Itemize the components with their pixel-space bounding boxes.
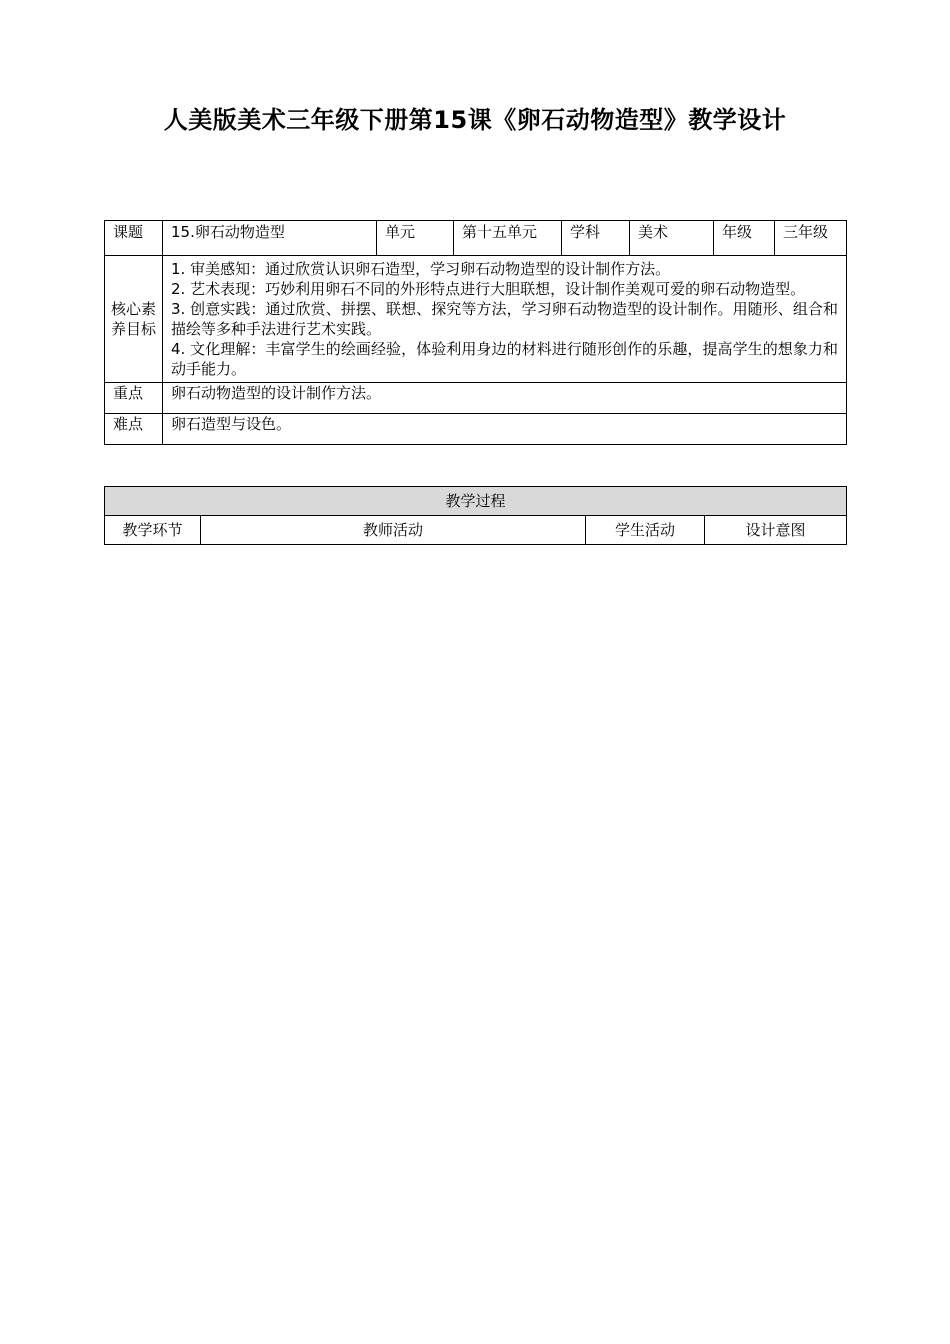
core-goals-content [163,256,847,383]
difficulty-value: 卵石造型与设色。 [163,414,847,445]
table-row [105,256,847,383]
difficulty-label: 难点 [105,414,163,445]
core-goals-label: 核心素养目标 [105,256,163,383]
goal-item: 4. 文化理解：丰富学生的绘画经验，体验利用身边的材料进行随形创作的乐趣，提高学生的想象力和动手能力。 [171,340,838,378]
table-row [105,487,847,516]
subject-value: 美术 [630,221,714,256]
lesson-info-table [104,220,847,445]
grade-label: 年级 [714,221,775,256]
unit-value: 第十五单元 [454,221,562,256]
table-row [105,383,847,414]
teaching-process-title: 教学过程 [105,487,847,516]
grade-value: 三年级 [775,221,847,256]
goal-item: 1. 审美感知：通过欣赏认识卵石造型，学习卵石动物造型的设计制作方法。 [171,260,671,278]
unit-label: 单元 [377,221,454,256]
table-row [105,414,847,445]
key-point-label: 重点 [105,383,163,414]
page-title: 人美版美术三年级下册第15课《卵石动物造型》教学设计 [163,106,787,134]
goal-item: 3. 创意实践：通过欣赏、拼摆、联想、探究等方法，学习卵石动物造型的设计制作。用随形、组合和描绘等多种手法进行艺术实践。 [171,300,838,338]
goal-item: 2. 艺术表现：巧妙利用卵石不同的外形特点进行大胆联想，设计制作美观可爱的卵石动物造型。 [171,280,806,298]
table-header-row [105,516,847,545]
column-header: 学生活动 [586,516,705,545]
column-header: 设计意图 [705,516,847,545]
column-header: 教学环节 [105,516,201,545]
table-row [105,221,847,256]
subject-label: 学科 [562,221,630,256]
column-header: 教师活动 [201,516,586,545]
key-point-value: 卵石动物造型的设计制作方法。 [163,383,847,414]
topic-value: 15.卵石动物造型 [163,221,377,256]
topic-label: 课题 [105,221,163,256]
teaching-process-table [104,486,847,545]
